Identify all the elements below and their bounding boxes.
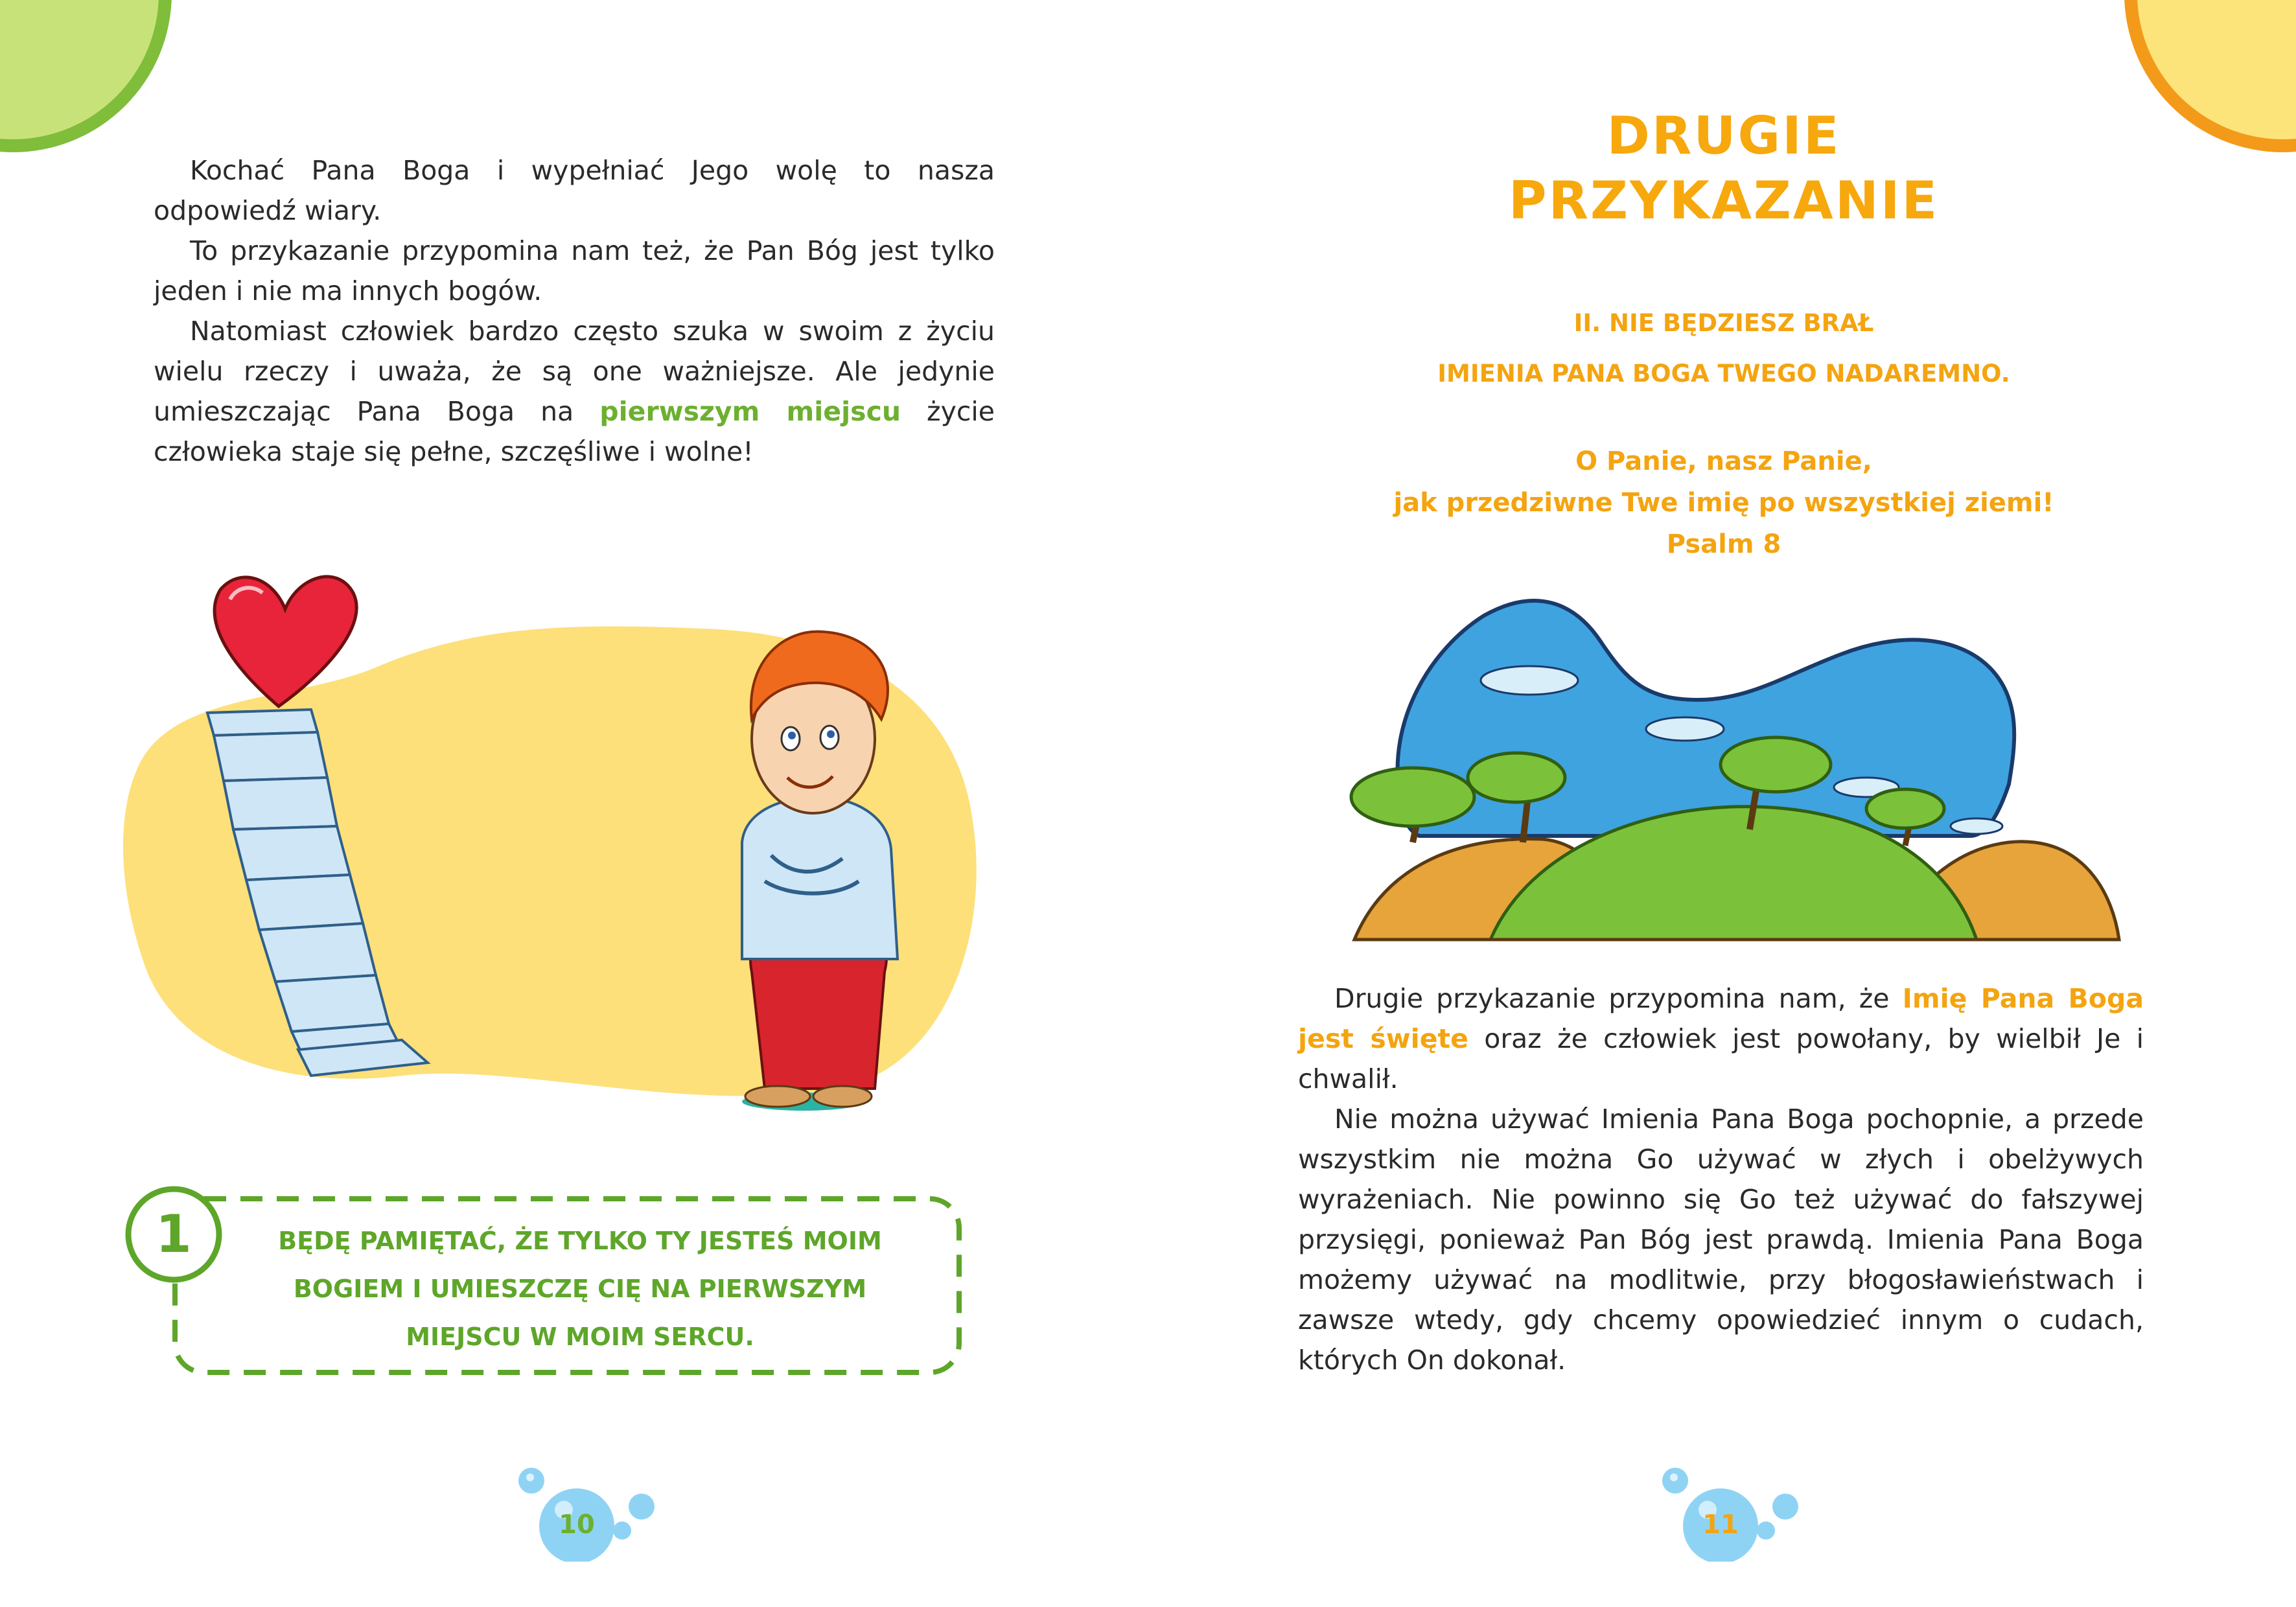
psalm-line: O Panie, nasz Panie, [1575, 446, 1872, 476]
text-segment: Natomiast człowiek bardzo często szuka w swoim z życiu wielu rzeczy i uważa, że są one ważniejsze. Ale jedynie umieszczając Pana Boga na [154, 316, 995, 427]
resolution-line: BOGIEM I UMIESZCZĘ CIĘ NA PIERWSZYM [293, 1275, 867, 1303]
psalm-line: Psalm 8 [1666, 529, 1781, 559]
highlighted-text: pierwszym miejscu [599, 396, 901, 427]
highlighted-text: Imię Pana Boga jest święte [1298, 983, 2144, 1054]
paragraph [154, 311, 995, 472]
page-number-left: 10 [559, 1510, 595, 1540]
landscape-illustration [1335, 590, 2132, 953]
text-segment: oraz że człowiek jest powołany, by wielbił Je i chwalił. [1298, 1023, 2144, 1094]
text-segment: życie człowieka staje się pełne, szczęśliwe i wolne! [154, 396, 995, 467]
paragraph [154, 231, 995, 311]
resolution-line: BĘDĘ PAMIĘTAĆ, ŻE TYLKO TY JESTEŚ MOIM [278, 1227, 882, 1255]
commandment-line: IMIENIA PANA BOGA TWEGO NADAREMNO. [1437, 360, 2010, 387]
right-body-text [1298, 978, 2144, 1380]
text-segment: Kochać Pana Boga i wypełniać Jego wolę to nasza odpowiedź wiary. [154, 155, 995, 226]
text-segment: Drugie przykazanie przypomina nam, że [1334, 983, 1903, 1014]
commandment-line: II. NIE BĘDZIESZ BRAŁ [1573, 309, 1874, 337]
psalm-quote [1296, 441, 2151, 565]
paragraph [154, 150, 995, 231]
title-line: DRUGIE [1606, 106, 1841, 166]
text-segment: Nie można używać Imienia Pana Boga pochopnie, a przede wszystkim nie można Go używać w złych i obelżywych wyrażeniach. Nie powinno się Go też używać do fałszywej przysięgi, ponieważ Pan Bóg jest prawdą. Imienia Pana Boga możemy używać na modlitwie, przy błogosławieństwach i zawsze wtedy, gdy chcemy opowiedzieć innym o cudach, których On dokonał. [1298, 1104, 2144, 1376]
resolution-text [214, 1217, 946, 1361]
paragraph [1298, 1099, 2144, 1380]
corner-circle-left [0, 0, 175, 175]
commandment-text [1296, 298, 2151, 399]
resolution-line: MIEJSCU W MOIM SERCU. [406, 1323, 754, 1351]
psalm-line: jak przedziwne Twe imię po wszystkiej ziemi! [1393, 488, 2054, 518]
stairs-boy-illustration [104, 570, 1011, 1140]
left-body-text [154, 150, 995, 472]
resolution-number: 1 [156, 1204, 192, 1264]
page-number-right: 11 [1702, 1510, 1739, 1540]
paragraph [1298, 978, 2144, 1099]
text-segment: To przykazanie przypomina nam też, że Pan Bóg jest tylko jeden i nie ma innych bogów. [154, 235, 995, 306]
chapter-title [1296, 104, 2151, 233]
title-line: PRZYKAZANIE [1508, 170, 1940, 231]
